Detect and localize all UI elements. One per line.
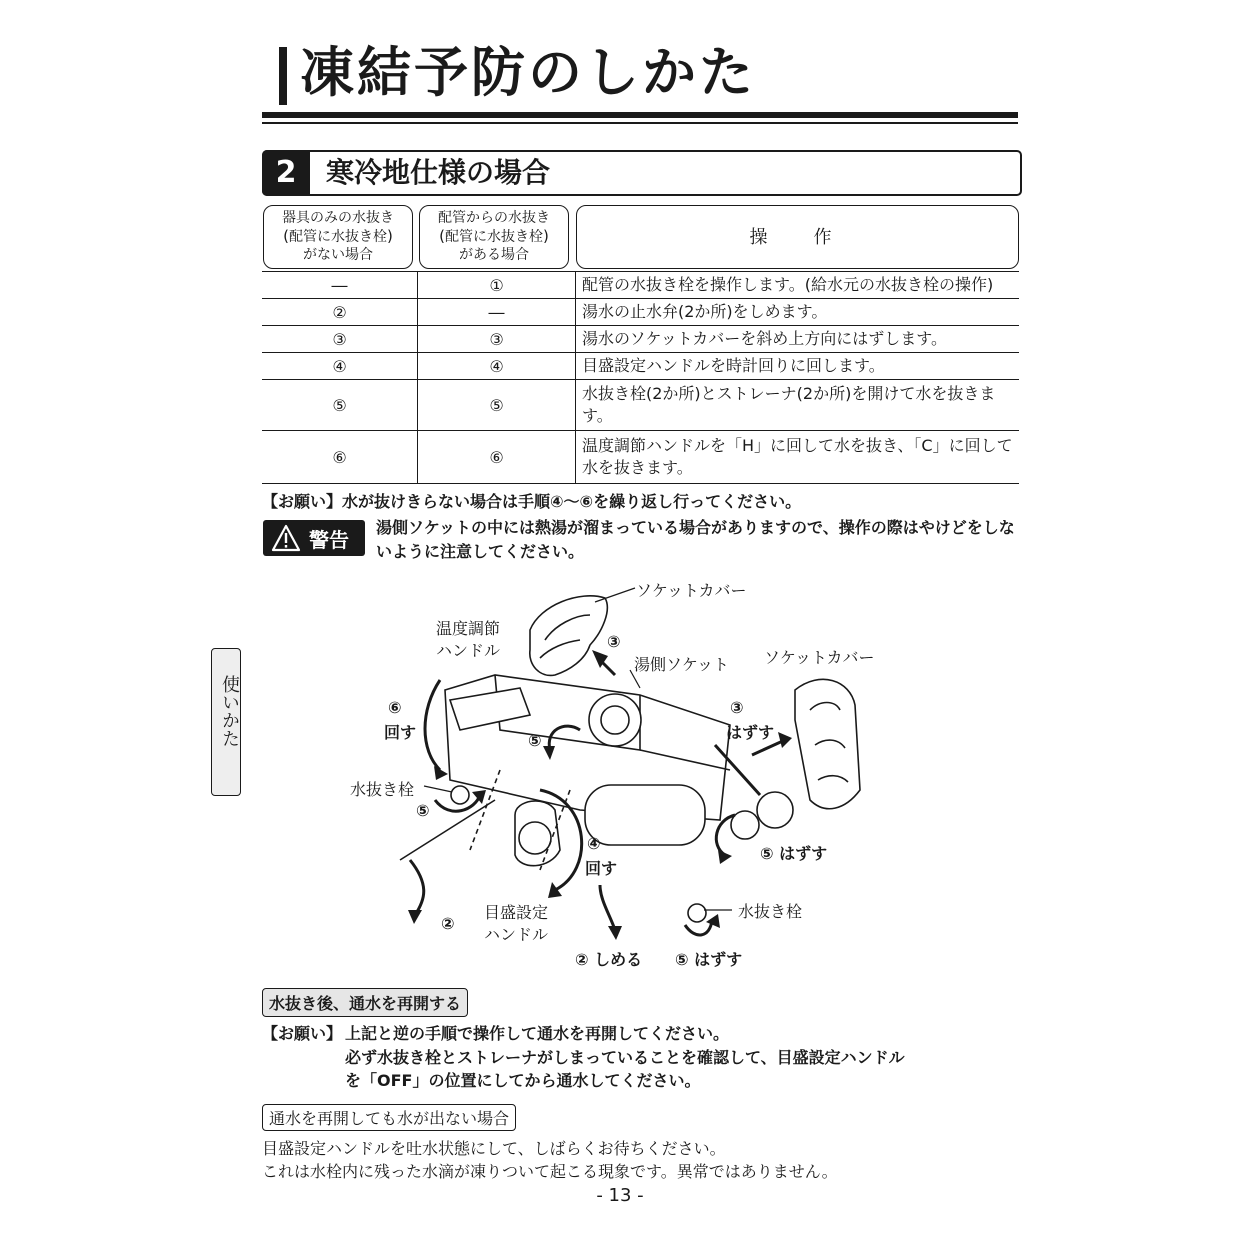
label-dial-handle: 目盛設定 bbox=[484, 903, 549, 922]
label-step-5-remove: ⑤ はずす bbox=[675, 950, 743, 969]
page-number: - 13 - bbox=[596, 1185, 644, 1206]
steps-table bbox=[262, 271, 1019, 484]
label-step-3-right: ③ bbox=[730, 698, 744, 717]
header-line: (配管に水抜き栓) bbox=[283, 227, 393, 245]
step-cell: ② bbox=[262, 299, 418, 326]
after-drain-heading: 水抜き後、通水を再開する bbox=[262, 988, 468, 1017]
label-step-5-remove: ⑤ はずす bbox=[760, 844, 828, 863]
step-cell: ⑤ bbox=[262, 380, 418, 431]
table-header-from-pipe bbox=[419, 205, 569, 269]
label-step-3: ③ bbox=[607, 632, 621, 651]
operation-cell: 湯水の止水弁(2か所)をしめます。 bbox=[576, 299, 1020, 326]
side-tab-label: 使いかた bbox=[219, 675, 240, 747]
label-drain-left: 水抜き栓 bbox=[350, 780, 415, 799]
warning-label: 警告 bbox=[309, 528, 349, 552]
label-drain-right: 水抜き栓 bbox=[738, 902, 803, 921]
header-line: (配管に水抜き栓) bbox=[439, 227, 549, 245]
table-header-operation: 操 作 bbox=[576, 205, 1019, 269]
section-number: 2 bbox=[262, 150, 310, 196]
request-note: 【お願い】水が抜けきらない場合は手順④〜⑥を繰り返し行ってください。 bbox=[262, 492, 802, 511]
warning-triangle-icon bbox=[271, 524, 301, 552]
table-header-fixture-only bbox=[263, 205, 413, 269]
label-remove-3: はずす bbox=[726, 723, 775, 742]
label-temp-handle: 温度調節 bbox=[436, 619, 501, 638]
operation-cell: 湯水のソケットカバーを斜め上方向にはずします。 bbox=[576, 326, 1020, 353]
operation-cell: 水抜き栓(2か所)とストレーナ(2か所)を開けて水を抜きます。 bbox=[576, 380, 1020, 431]
label-step-5: ⑤ bbox=[416, 801, 430, 820]
header-line: がある場合 bbox=[459, 247, 529, 263]
step-cell: ④ bbox=[418, 353, 576, 380]
header-line: がない場合 bbox=[303, 247, 373, 263]
label-hot-socket: 湯側ソケット bbox=[634, 655, 730, 674]
section-title: 寒冷地仕様の場合 bbox=[326, 156, 551, 189]
no-water-heading: 通水を再開しても水が出ない場合 bbox=[262, 1104, 516, 1131]
operation-cell: 温度調節ハンドルを「H」に回して水を抜き、「C」に回して水を抜きます。 bbox=[576, 431, 1020, 484]
label-step-2: ② bbox=[441, 914, 455, 933]
label-dial-handle: ハンドル bbox=[484, 925, 549, 944]
table-row bbox=[262, 326, 1019, 353]
label-rotate-4: 回す bbox=[585, 859, 618, 878]
step-cell: ① bbox=[418, 272, 576, 299]
side-tab-usage bbox=[211, 648, 241, 796]
operation-cell: 目盛設定ハンドルを時計回りに回します。 bbox=[576, 353, 1020, 380]
label-step-4: ④ bbox=[587, 834, 601, 853]
step-cell: ③ bbox=[262, 326, 418, 353]
table-row bbox=[262, 299, 1019, 326]
no-water-line: これは水栓内に残った水滴が凍りついて起こる現象です。異常ではありません。 bbox=[262, 1162, 838, 1181]
step-cell: ④ bbox=[262, 353, 418, 380]
label-step-5: ⑤ bbox=[528, 731, 542, 750]
step-cell: ― bbox=[262, 272, 418, 299]
table-row bbox=[262, 272, 1019, 299]
request-line: 上記と逆の手順で操作して通水を再開してください。 bbox=[345, 1024, 730, 1043]
label-step-2-close: ② しめる bbox=[575, 950, 643, 969]
label-socket-cover-top: ソケットカバー bbox=[636, 581, 747, 600]
no-water-line: 目盛設定ハンドルを吐水状態にして、しばらくお待ちください。 bbox=[262, 1139, 726, 1158]
label-rotate-6: 回す bbox=[384, 723, 417, 742]
step-cell: ⑥ bbox=[418, 431, 576, 484]
step-cell: ⑥ bbox=[262, 431, 418, 484]
label-temp-handle: ハンドル bbox=[436, 641, 501, 660]
table-row bbox=[262, 353, 1019, 380]
request-line: を「OFF」の位置にしてから通水してください。 bbox=[345, 1071, 701, 1090]
label-step-6: ⑥ bbox=[388, 698, 402, 717]
title-rule-thin bbox=[262, 122, 1018, 124]
request-line: 必ず水抜き栓とストレーナがしまっていることを確認して、目盛設定ハンドル bbox=[345, 1048, 905, 1067]
step-cell: ③ bbox=[418, 326, 576, 353]
header-line: 器具のみの水抜き bbox=[282, 210, 394, 226]
step-cell: ― bbox=[418, 299, 576, 326]
table-row bbox=[262, 431, 1019, 484]
title-accent-bar bbox=[279, 47, 287, 105]
warning-badge bbox=[263, 520, 365, 556]
step-cell: ⑤ bbox=[418, 380, 576, 431]
title-rule-thick bbox=[262, 112, 1018, 118]
warning-text: 湯側ソケットの中には熱湯が溜まっている場合がありますので、操作の際はやけどをしないように注意してください。 bbox=[376, 518, 1015, 561]
page-title: 凍結予防のしかた bbox=[300, 41, 756, 104]
operation-cell: 配管の水抜き栓を操作します。(給水元の水抜き栓の操作) bbox=[576, 272, 1020, 299]
table-row bbox=[262, 380, 1019, 431]
request-label: 【お願い】 bbox=[262, 1024, 343, 1043]
label-socket-cover-right: ソケットカバー bbox=[764, 648, 875, 667]
header-line: 配管からの水抜き bbox=[438, 210, 550, 226]
